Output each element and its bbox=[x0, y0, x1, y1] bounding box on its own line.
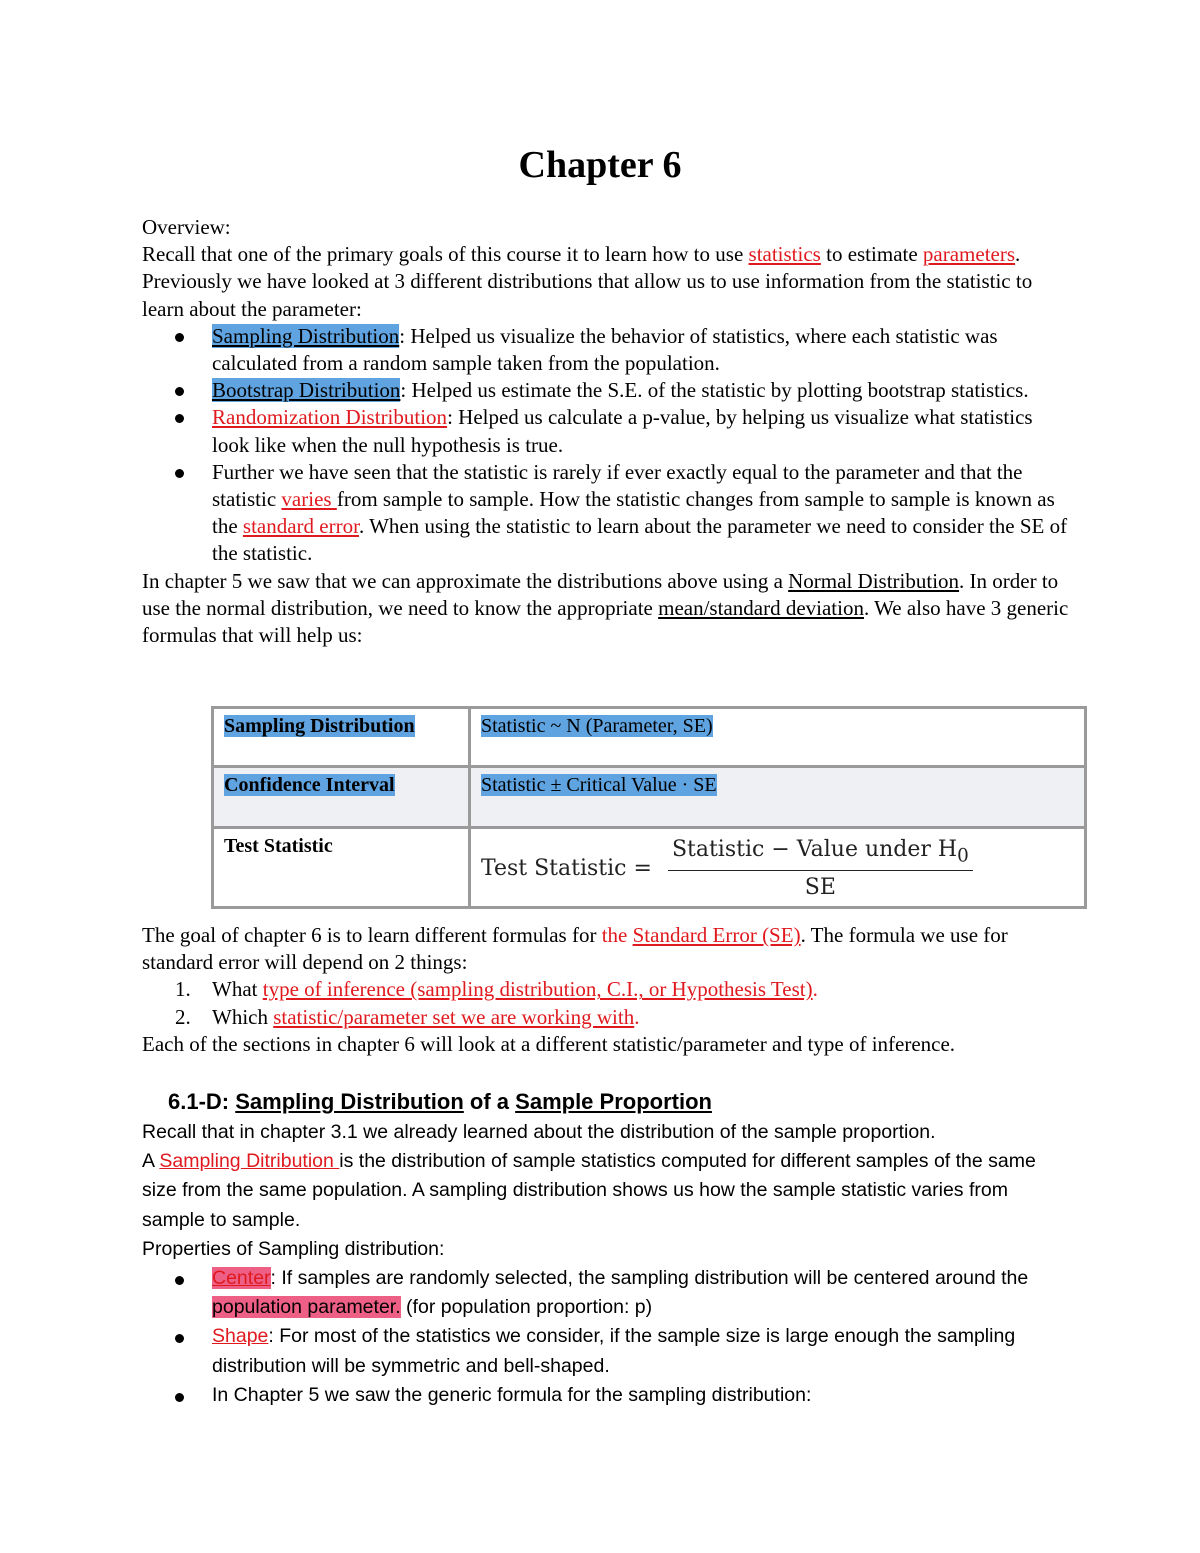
formulas-table bbox=[211, 706, 1087, 909]
heading-sample-proportion: Sample Proportion bbox=[515, 1089, 712, 1114]
list-item bbox=[142, 976, 1072, 1003]
text-run: In Chapter 5 we saw the generic formula for the sampling distribution: bbox=[212, 1383, 812, 1406]
list-item-text: : Helped us calculate a p-value, by helping us visualize what statistics look like when the null hypothesis is true. bbox=[212, 405, 1033, 457]
text-run: of a bbox=[463, 1089, 516, 1114]
table-cell-label bbox=[213, 828, 470, 908]
bullet-icon bbox=[175, 387, 184, 396]
chapter5-paragraph bbox=[142, 568, 1072, 650]
randomization-distribution-term: Randomization Distribution bbox=[212, 405, 448, 430]
confidence-interval-formula: Statistic ± Critical Value · SE bbox=[481, 774, 717, 796]
distribution-list bbox=[142, 323, 1072, 568]
text-run: What bbox=[212, 977, 263, 1002]
test-statistic-equation bbox=[481, 837, 1074, 900]
bullet-icon bbox=[175, 1276, 184, 1285]
text-run: the bbox=[601, 923, 633, 947]
numerator-text: Statistic − Value under H bbox=[671, 837, 958, 862]
list-item bbox=[142, 377, 1072, 404]
text-run: Which bbox=[212, 1004, 274, 1029]
sampling-ditribution-term: Sampling Ditribution bbox=[159, 1150, 340, 1173]
numbered-list bbox=[142, 976, 1072, 1030]
shape-term: Shape bbox=[212, 1325, 269, 1348]
normal-distribution-term: Normal Distribution bbox=[788, 568, 960, 593]
center-term: Center bbox=[212, 1267, 271, 1290]
list-item-text: : Helped us visualize the behavior of statistics, where each statistic was calculated from a random sample taken from the population. bbox=[212, 323, 998, 376]
properties-list bbox=[142, 1264, 1072, 1410]
population-parameter-highlight: population parameter. bbox=[212, 1296, 401, 1319]
bullet-icon bbox=[175, 469, 184, 478]
text-run: is the distribution of sample statistics computed for different samples of the same size from the same population. A sampling distribution shows us how the sample statistic varies from sample to sample. bbox=[142, 1150, 1036, 1231]
section-number: 6.1-D bbox=[168, 1089, 222, 1114]
text-run: . The formula we use for standard error will depend on 2 things: bbox=[142, 923, 1008, 975]
standard-error-term: standard error bbox=[242, 514, 359, 539]
overview-heading: Overview: bbox=[142, 215, 231, 239]
section-6-1-d bbox=[142, 1086, 1072, 1410]
text-run: . In order to use the normal distribution, we need to know the appropriate bbox=[142, 568, 1059, 620]
list-item bbox=[142, 1264, 1072, 1322]
text-run: . We also have 3 generic formulas that will help us: bbox=[142, 595, 1069, 648]
text-run: Further we have seen that the statistic is rarely if ever exactly equal to the parameter and that the statistic bbox=[212, 459, 1023, 512]
list-item bbox=[142, 1004, 1072, 1031]
fraction-numerator bbox=[668, 837, 973, 871]
each-sections-paragraph: Each of the sections in chapter 6 will look at a different statistic/parameter and type of inference. bbox=[142, 1031, 956, 1056]
table-cell-formula bbox=[470, 708, 1086, 767]
text-run: A bbox=[142, 1150, 160, 1173]
list-item bbox=[142, 459, 1072, 568]
list-number: 2. bbox=[175, 1004, 191, 1029]
list-number: 1. bbox=[175, 977, 191, 1002]
text-run: . bbox=[812, 977, 818, 1002]
parameters-term: parameters bbox=[922, 242, 1016, 267]
fraction-denominator: SE bbox=[804, 875, 836, 901]
overview-paragraph-1 bbox=[142, 241, 1072, 268]
definition-paragraph bbox=[142, 1147, 1072, 1235]
list-item bbox=[142, 323, 1072, 377]
goal-paragraph bbox=[142, 922, 1072, 976]
text-run: from sample to sample. How the statistic changes from sample to sample is known as the bbox=[212, 487, 1055, 539]
bullet-icon bbox=[175, 1334, 184, 1343]
list-item bbox=[142, 1322, 1072, 1380]
list-item bbox=[142, 404, 1072, 458]
fraction bbox=[668, 837, 973, 900]
table-cell-formula bbox=[470, 767, 1086, 828]
text-run: . When using the statistic to learn about the parameter we need to consider the SE of the statistic. bbox=[212, 514, 1068, 566]
text-run: : For most of the statistics we consider, if the sample size is large enough the sampling distribution will be symmetric and bell-shaped. bbox=[212, 1325, 1016, 1377]
inference-type-term: type of inference (sampling distribution, C.I., or Hypothesis Test) bbox=[262, 977, 813, 1002]
text-run: (for population proportion: p) bbox=[400, 1296, 653, 1319]
text-run: In chapter 5 we saw that we can approximate the distributions above using a bbox=[142, 568, 789, 593]
statistics-term: statistics bbox=[748, 242, 821, 267]
bullet-icon bbox=[175, 1393, 184, 1402]
mean-sd-term: mean/standard deviation bbox=[658, 595, 864, 620]
text-run: . bbox=[634, 1004, 640, 1029]
sampling-distribution-formula: Statistic ~ N (Parameter, SE) bbox=[481, 715, 713, 737]
confidence-interval-label: Confidence Interval bbox=[224, 774, 395, 796]
text-run: to estimate bbox=[820, 242, 923, 267]
list-item-text: : Helped us estimate the S.E. of the statistic by plotting bootstrap statistics. bbox=[400, 378, 1029, 403]
varies-term: varies bbox=[281, 487, 337, 512]
text-run: : bbox=[221, 1089, 236, 1114]
table-row bbox=[213, 708, 1086, 767]
table-row bbox=[213, 767, 1086, 828]
table-row bbox=[213, 828, 1086, 908]
subscript-zero: 0 bbox=[957, 845, 969, 867]
overview-section bbox=[142, 214, 1072, 649]
overview-paragraph-2: Previously we have looked at 3 different distributions that allow us to use information from the statistic to learn about the parameter: bbox=[142, 269, 1033, 321]
table-cell-formula bbox=[470, 828, 1086, 908]
bullet-icon bbox=[175, 414, 184, 423]
bullet-icon bbox=[175, 333, 184, 342]
standard-error-se-term: Standard Error (SE) bbox=[632, 923, 801, 947]
sampling-distribution-term: Sampling Distribution bbox=[212, 323, 400, 348]
recall-paragraph: Recall that in chapter 3.1 we already learned about the distribution of the sample proportion. bbox=[142, 1121, 936, 1143]
text-run: The goal of chapter 6 is to learn different formulas for bbox=[142, 923, 602, 947]
text-run: : If samples are randomly selected, the sampling distribution will be centered around the bbox=[270, 1267, 1029, 1290]
page-title: Chapter 6 bbox=[518, 144, 682, 186]
section-heading bbox=[142, 1086, 1072, 1118]
text-run: Recall that one of the primary goals of this course it to learn how to use bbox=[142, 242, 749, 267]
test-statistic-label: Test Statistic bbox=[224, 835, 333, 857]
sampling-distribution-label: Sampling Distribution bbox=[224, 715, 415, 737]
properties-heading: Properties of Sampling distribution: bbox=[142, 1237, 445, 1260]
goal-section bbox=[142, 922, 1072, 1058]
table-cell-label bbox=[213, 767, 470, 828]
heading-sampling-distribution: Sampling Distribution bbox=[235, 1089, 464, 1114]
statistic-parameter-term: statistic/parameter set we are working with bbox=[273, 1004, 635, 1029]
text-run: . bbox=[1015, 242, 1021, 267]
list-item bbox=[142, 1381, 1072, 1410]
table-cell-label bbox=[213, 708, 470, 767]
bootstrap-distribution-term: Bootstrap Distribution bbox=[212, 378, 401, 403]
equation-lhs: Test Statistic = bbox=[481, 856, 652, 882]
